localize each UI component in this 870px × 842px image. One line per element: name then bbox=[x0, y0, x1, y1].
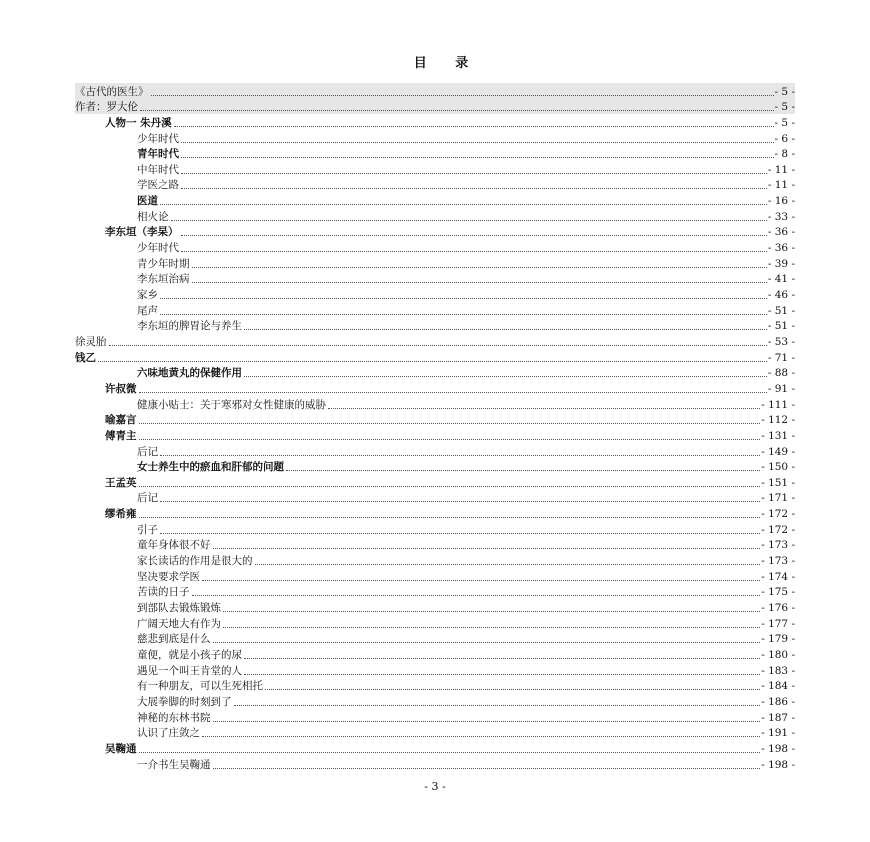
dot-leader bbox=[140, 110, 774, 111]
toc-entry-page: - 171 - bbox=[761, 492, 795, 505]
toc-entry-title: 喻嘉言 bbox=[105, 414, 137, 427]
dot-leader bbox=[139, 486, 761, 487]
toc-entry-title: 青少年时期 bbox=[137, 257, 190, 270]
toc-entry[interactable] bbox=[105, 412, 795, 428]
toc-entry[interactable] bbox=[105, 224, 795, 240]
toc-entry[interactable] bbox=[137, 678, 795, 694]
toc-entry-title: 神秘的东林书院 bbox=[137, 711, 211, 724]
toc-entry[interactable] bbox=[75, 349, 795, 365]
toc-entry-title: 家长读话的作用是很大的 bbox=[137, 555, 253, 568]
toc-entry-page: - 5 - bbox=[774, 116, 795, 129]
toc-entry-title: 广阔天地大有作为 bbox=[137, 617, 221, 630]
toc-entry-title: 家乡 bbox=[137, 289, 158, 302]
toc-entry-title: 相火论 bbox=[137, 210, 169, 223]
toc-entry-title: 大展拳脚的时刻到了 bbox=[137, 695, 232, 708]
dot-leader bbox=[139, 392, 767, 393]
toc-entry[interactable] bbox=[137, 553, 795, 569]
toc-entry-page: - 176 - bbox=[761, 602, 795, 615]
toc-entry-page: - 186 - bbox=[761, 695, 795, 708]
dot-leader bbox=[171, 220, 767, 221]
toc-entry-title: 童便，就是小孩子的尿 bbox=[137, 648, 242, 661]
dot-leader bbox=[181, 142, 774, 143]
page-number: - 3 - bbox=[424, 780, 446, 793]
toc-entry-title: 遇见一个叫王肯堂的人 bbox=[137, 664, 242, 677]
toc-entry[interactable] bbox=[137, 568, 795, 584]
toc-entry-page: - 172 - bbox=[761, 508, 795, 521]
toc-entry[interactable] bbox=[137, 459, 795, 475]
toc-entry-page: - 51 - bbox=[767, 304, 795, 317]
toc-entry-page: - 198 - bbox=[761, 758, 795, 771]
toc-entry-page: - 177 - bbox=[761, 617, 795, 630]
toc-entry-page: - 198 - bbox=[761, 742, 795, 755]
dot-leader bbox=[160, 298, 767, 299]
dot-leader bbox=[160, 314, 767, 315]
toc-entry-title: 少年时代 bbox=[137, 132, 179, 145]
dot-leader bbox=[244, 329, 767, 330]
toc-entry-page: - 36 - bbox=[767, 226, 795, 239]
toc-entry-page: - 187 - bbox=[761, 711, 795, 724]
toc-entry-title: 童年身体很不好 bbox=[137, 539, 211, 552]
toc-entry-page: - 179 - bbox=[761, 633, 795, 646]
toc-entry-title: 坚决要求学医 bbox=[137, 570, 200, 583]
toc-entry[interactable] bbox=[137, 537, 795, 553]
toc-entry[interactable] bbox=[137, 756, 795, 772]
toc-entry-page: - 149 - bbox=[761, 445, 795, 458]
dot-leader bbox=[151, 95, 774, 96]
dot-leader bbox=[255, 564, 761, 565]
toc-entry-title: 青年时代 bbox=[137, 148, 179, 161]
toc-entry[interactable] bbox=[105, 427, 795, 443]
toc-entry-page: - 191 - bbox=[761, 727, 795, 740]
toc-entry-page: - 111 - bbox=[761, 398, 795, 411]
dot-leader bbox=[265, 689, 760, 690]
toc-entry-page: - 8 - bbox=[774, 148, 795, 161]
toc-entry-page: - 39 - bbox=[767, 257, 795, 270]
toc-entry-page: - 11 - bbox=[767, 179, 795, 192]
toc-entry-page: - 183 - bbox=[761, 664, 795, 677]
dot-leader bbox=[223, 627, 760, 628]
toc-entry[interactable] bbox=[75, 99, 795, 115]
dot-leader bbox=[181, 157, 774, 158]
dot-leader bbox=[160, 533, 760, 534]
toc-entry[interactable] bbox=[137, 302, 795, 318]
toc-entry-title: 许叔微 bbox=[105, 382, 137, 395]
dot-leader bbox=[244, 658, 760, 659]
toc-entry[interactable] bbox=[137, 177, 795, 193]
toc-entry-page: - 5 - bbox=[774, 101, 795, 114]
toc-entry-page: - 173 - bbox=[761, 539, 795, 552]
toc-entry[interactable] bbox=[137, 584, 795, 600]
toc-entry[interactable] bbox=[137, 490, 795, 506]
toc-entry-page: - 91 - bbox=[767, 382, 795, 395]
toc-entry[interactable] bbox=[105, 506, 795, 522]
toc-entry[interactable] bbox=[137, 318, 795, 334]
dot-leader bbox=[192, 595, 761, 596]
dot-leader bbox=[160, 501, 760, 502]
dot-leader bbox=[286, 470, 760, 471]
toc-entry[interactable] bbox=[105, 380, 795, 396]
toc-entry[interactable] bbox=[105, 474, 795, 490]
dot-leader bbox=[202, 580, 760, 581]
toc-entry-page: - 51 - bbox=[767, 320, 795, 333]
toc-entry-title: 钱乙 bbox=[75, 351, 96, 364]
toc-entry[interactable] bbox=[137, 646, 795, 662]
toc-entry[interactable] bbox=[137, 365, 795, 381]
dot-leader bbox=[234, 705, 761, 706]
toc-entry[interactable] bbox=[105, 740, 795, 756]
toc-entry[interactable] bbox=[75, 333, 795, 349]
toc-entry-title: 《古代的医生》 bbox=[75, 85, 149, 98]
toc-entry[interactable] bbox=[137, 193, 795, 209]
toc-entry[interactable] bbox=[137, 693, 795, 709]
toc-entry[interactable] bbox=[137, 599, 795, 615]
toc-entry-page: - 71 - bbox=[767, 351, 795, 364]
toc-entry-title: 引子 bbox=[137, 523, 158, 536]
dot-leader bbox=[181, 235, 767, 236]
toc-entry-title: 中年时代 bbox=[137, 163, 179, 176]
toc-entry-title: 后记 bbox=[137, 492, 158, 505]
toc-entry-title: 健康小贴士：关于寒邪对女性健康的威胁 bbox=[137, 398, 326, 411]
toc-entry-page: - 173 - bbox=[761, 555, 795, 568]
dot-leader bbox=[109, 345, 767, 346]
dot-leader bbox=[160, 204, 767, 205]
toc-entry-title: 李东垣的脾胃论与养生 bbox=[137, 320, 242, 333]
dot-leader bbox=[160, 455, 760, 456]
toc-entry[interactable] bbox=[137, 208, 795, 224]
toc-entry-title: 六味地黄丸的保健作用 bbox=[137, 367, 242, 380]
toc-entry[interactable] bbox=[137, 521, 795, 537]
dot-leader bbox=[244, 376, 767, 377]
toc-entry-page: - 36 - bbox=[767, 242, 795, 255]
toc-entry-title: 一介书生吴鞠通 bbox=[137, 758, 211, 771]
dot-leader bbox=[181, 251, 767, 252]
dot-leader bbox=[213, 642, 761, 643]
toc-entry-title: 尾声 bbox=[137, 304, 158, 317]
dot-leader bbox=[213, 548, 761, 549]
toc-entry[interactable] bbox=[137, 240, 795, 256]
toc-entry[interactable] bbox=[137, 130, 795, 146]
toc-entry[interactable] bbox=[137, 255, 795, 271]
dot-leader bbox=[202, 736, 760, 737]
page-title: 目 录 bbox=[413, 56, 481, 71]
toc-entry-title: 学医之路 bbox=[137, 179, 179, 192]
toc-entry-page: - 41 - bbox=[767, 273, 795, 286]
toc-entry-title: 医道 bbox=[137, 195, 158, 208]
toc-entry-title: 认识了庄敛之 bbox=[137, 727, 200, 740]
toc-entry-title: 吴鞠通 bbox=[105, 742, 137, 755]
toc-entry-page: - 174 - bbox=[761, 570, 795, 583]
toc-entry-title: 李东垣（李杲） bbox=[105, 226, 179, 239]
toc-entry-page: - 88 - bbox=[767, 367, 795, 380]
toc-entry-page: - 5 - bbox=[774, 85, 795, 98]
dot-leader bbox=[139, 439, 761, 440]
toc-entry-page: - 11 - bbox=[767, 163, 795, 176]
toc-entry[interactable] bbox=[137, 396, 795, 412]
dot-leader bbox=[223, 611, 760, 612]
toc-entry-title: 王孟英 bbox=[105, 476, 137, 489]
toc-entry-title: 徐灵胎 bbox=[75, 335, 107, 348]
dot-leader bbox=[213, 768, 761, 769]
toc-entry-title: 少年时代 bbox=[137, 242, 179, 255]
dot-leader bbox=[192, 267, 767, 268]
dot-leader bbox=[181, 188, 767, 189]
dot-leader bbox=[174, 126, 774, 127]
dot-leader bbox=[181, 173, 767, 174]
dot-leader bbox=[213, 721, 761, 722]
dot-leader bbox=[98, 361, 767, 362]
toc-entry-title: 后记 bbox=[137, 445, 158, 458]
toc-entry-page: - 112 - bbox=[761, 414, 795, 427]
toc-entry-page: - 184 - bbox=[761, 680, 795, 693]
toc-entry-title: 苦读的日子 bbox=[137, 586, 190, 599]
dot-leader bbox=[192, 282, 767, 283]
toc-entry[interactable] bbox=[137, 146, 795, 162]
toc-entry-title: 作者：罗大伦 bbox=[75, 101, 138, 114]
toc-entry-title: 傅青主 bbox=[105, 429, 137, 442]
toc-entry-title: 慈悲到底是什么 bbox=[137, 633, 211, 646]
toc-entry[interactable] bbox=[137, 443, 795, 459]
toc-entry-page: - 33 - bbox=[767, 210, 795, 223]
toc-entry[interactable] bbox=[75, 83, 795, 99]
dot-leader bbox=[139, 752, 761, 753]
toc-entry-page: - 172 - bbox=[761, 523, 795, 536]
toc-entry-title: 李东垣治病 bbox=[137, 273, 190, 286]
toc-entry-page: - 53 - bbox=[767, 335, 795, 348]
toc-entry-title: 到部队去锻炼锻炼 bbox=[137, 602, 221, 615]
toc-entry-page: - 6 - bbox=[774, 132, 795, 145]
toc-entry-page: - 175 - bbox=[761, 586, 795, 599]
toc-entry-page: - 151 - bbox=[761, 476, 795, 489]
toc-entry-title: 缪希雍 bbox=[105, 508, 137, 521]
toc-entry[interactable] bbox=[137, 615, 795, 631]
dot-leader bbox=[139, 517, 761, 518]
toc-entry[interactable] bbox=[137, 286, 795, 302]
toc-entry-page: - 150 - bbox=[761, 461, 795, 474]
toc-entry-title: 人物一 朱丹溪 bbox=[105, 116, 172, 129]
toc-entry-page: - 131 - bbox=[761, 429, 795, 442]
dot-leader bbox=[244, 674, 760, 675]
toc-entry[interactable] bbox=[137, 725, 795, 741]
dot-leader bbox=[328, 408, 760, 409]
dot-leader bbox=[139, 423, 761, 424]
toc-entry-title: 女士养生中的瘀血和肝郁的问题 bbox=[137, 461, 284, 474]
toc-entry-page: - 46 - bbox=[767, 289, 795, 302]
toc-entry-page: - 180 - bbox=[761, 648, 795, 661]
toc-entry-page: - 16 - bbox=[767, 195, 795, 208]
toc-entry-title: 有一种朋友，可以生死相托 bbox=[137, 680, 263, 693]
toc-entry[interactable] bbox=[137, 161, 795, 177]
toc-entry[interactable] bbox=[137, 709, 795, 725]
toc-entry[interactable] bbox=[137, 631, 795, 647]
toc-entry[interactable] bbox=[105, 114, 795, 130]
toc-entry[interactable] bbox=[137, 662, 795, 678]
toc-entry[interactable] bbox=[137, 271, 795, 287]
